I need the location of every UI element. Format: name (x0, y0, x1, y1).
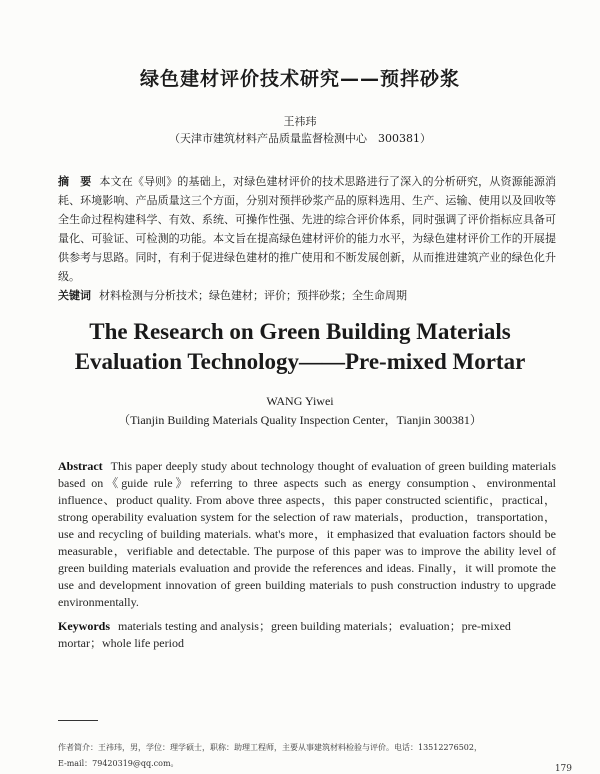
english-keywords-text: materials testing and analysis；green building materials；evaluation；pre-mixed mortar；whole life period (58, 619, 511, 650)
english-abstract-text: This paper deeply study about technology thought of evaluation of green building materials based on《guide rule》referring to three aspects such as energy consumption、environmental influence、product quality. From above three aspects，this paper constructed scientific，practical，strong operability evaluation system for the selection of raw materials，production，transportation，use and recycling of building materials. what's more，it emphasized that evaluation factors should be measurable，verifiable and detectable. The purpose of this paper was to improve the ability level of green building materials evaluation and provide the references and ideas. Finally，it will promote the use and development innovation of green building materials to push construction industry to upgrade environmentally. (58, 459, 556, 609)
english-title-line-2: Evaluation Technology——Pre-mixed Mortar (74, 349, 526, 374)
english-abstract (58, 458, 556, 611)
chinese-affiliation: （天津市建筑材料产品质量监督检测中心 300381） (169, 132, 431, 145)
chinese-author: 王祎玮 (283, 115, 317, 128)
english-keywords-label: Keywords (58, 619, 110, 633)
footnote-line-1: 作者简介：王祎玮，男，学位：理学硕士，职称：助理工程师，主要从事建筑材料检验与评价。电话：13512276502， (58, 743, 482, 752)
english-abstract-label: Abstract (58, 459, 103, 473)
footnote-divider (58, 720, 98, 721)
chinese-title: 绿色建材评价技术研究——预拌砂浆 (139, 68, 460, 90)
chinese-abstract-text: 本文在《导则》的基础上，对绿色建材评价的技术思路进行了深入的分析研究，从资源能源消耗、环境影响、产品质量这三个方面，分别对预拌砂浆产品的原料选用、生产、运输、使用以及回收等全生命过程构建科学、有效、系统、可操作性强、先进的综合评价体系，同时强调了评价指标应具备可量化、可验证、可检测的功能。本文旨在提高绿色建材评价的能力水平，为绿色建材评价工作的开展提供参考与思路。同时，有利于促进绿色建材的推广使用和不断发展创新，从而推进建筑产业的绿色化升级。 (58, 175, 557, 283)
english-author: WANG Yiwei (266, 394, 334, 408)
english-title-line-1: The Research on Green Building Materials (89, 319, 511, 344)
chinese-keywords-label: 关键词 (58, 289, 91, 302)
chinese-keywords-text: 材料检测与分析技术；绿色建材；评价；预拌砂浆；全生命周期 (99, 289, 407, 302)
english-keywords (58, 618, 556, 652)
chinese-abstract (58, 172, 556, 286)
chinese-keywords (58, 286, 556, 305)
english-title (0, 317, 600, 377)
page-number: 179 (554, 764, 572, 774)
english-affiliation: （Tianjin Building Materials Quality Inspection Center，Tianjin 300381） (118, 413, 482, 427)
author-footnote (58, 740, 570, 772)
footnote-line-2: E-mail：79420319@qq.com。 (58, 759, 179, 768)
chinese-abstract-label: 摘 要 (58, 175, 92, 188)
